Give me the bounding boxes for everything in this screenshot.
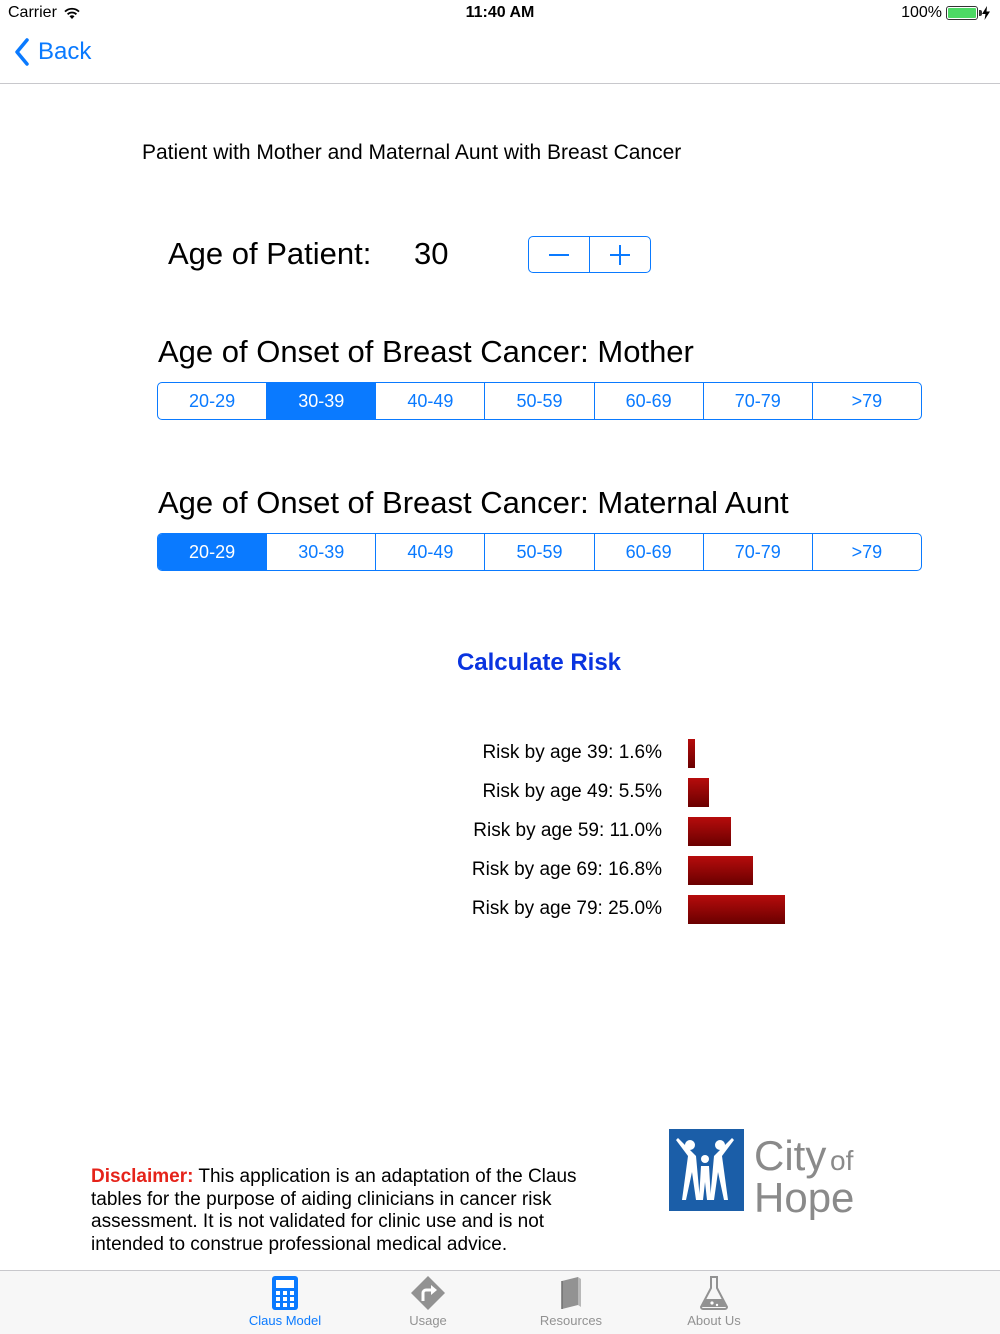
tab-label: Resources [539, 1313, 603, 1328]
risk-row [400, 776, 850, 815]
mother-onset-segment[interactable]: 50-59 [484, 383, 593, 419]
page-title: Patient with Mother and Maternal Aunt with Breast Cancer [142, 141, 682, 164]
battery-fill [948, 8, 976, 18]
mother-onset-segment[interactable]: 20-29 [189, 390, 236, 411]
risk-row [400, 893, 850, 932]
mother-onset-segment[interactable]: 40-49 [375, 383, 484, 419]
risk-row [400, 737, 850, 776]
aunt-onset-segment[interactable]: 40-49 [375, 534, 484, 570]
status-time: 11:40 AM [465, 4, 535, 21]
disclaimer-text: This application is an adaptation of the Claus tables for the purpose of aiding clinicians in cancer risk assessment. It is not validated for clinic use and is not intended to construe professional medical advice. [91, 1166, 577, 1255]
back-label: Back [38, 38, 92, 65]
risk-label: Risk by age 49: 5.5% [482, 781, 662, 802]
tab-resources[interactable] [516, 1275, 626, 1331]
battery-cap [979, 10, 982, 16]
aunt-onset-segmented-control [157, 533, 922, 571]
charging-bolt-icon [982, 6, 990, 20]
patient-age-label: Age of Patient: [168, 236, 372, 271]
minus-icon [548, 244, 570, 266]
mother-onset-segment[interactable]: >79 [812, 383, 921, 419]
chevron-left-icon [14, 38, 30, 66]
risk-bar [688, 817, 731, 846]
patient-age-value: 30 [414, 236, 449, 271]
patient-age-stepper [528, 236, 651, 273]
aunt-onset-heading: Age of Onset of Breast Cancer: Maternal Aunt [158, 485, 789, 520]
risk-bar [688, 739, 695, 768]
carrier-label: Carrier [8, 4, 57, 21]
aunt-onset-segment[interactable]: >79 [812, 534, 921, 570]
city-of-hope-logo [668, 1126, 864, 1220]
back-button[interactable] [14, 38, 91, 66]
tab-about-us[interactable] [659, 1275, 769, 1331]
mother-onset-heading: Age of Onset of Breast Cancer: Mother [158, 334, 694, 369]
directions-icon [411, 1275, 445, 1311]
flask-icon [697, 1275, 731, 1311]
plus-icon [609, 244, 631, 266]
mother-onset-segment[interactable]: 70-79 [703, 383, 812, 419]
book-icon [554, 1275, 588, 1311]
risk-row [400, 854, 850, 893]
tab-bar [0, 1270, 1000, 1334]
risk-bar [688, 856, 753, 885]
aunt-onset-segment[interactable]: 60-69 [594, 534, 703, 570]
risk-results [400, 737, 850, 932]
aunt-onset-segment[interactable]: 50-59 [484, 534, 593, 570]
tab-label: About Us [687, 1313, 741, 1328]
risk-row [400, 815, 850, 854]
logo-of-text: of [830, 1145, 854, 1176]
disclaimer [91, 1166, 611, 1256]
risk-label: Risk by age 79: 25.0% [471, 898, 662, 919]
calculator-icon [268, 1275, 302, 1311]
tab-label: Usage [409, 1313, 447, 1328]
battery-percent: 100% [901, 4, 942, 21]
calculate-risk-label: Calculate Risk [456, 649, 622, 676]
risk-label: Risk by age 59: 11.0% [473, 820, 662, 841]
risk-bar [688, 895, 785, 924]
risk-label: Risk by age 69: 16.8% [471, 859, 662, 880]
navigation-bar [0, 28, 1000, 84]
tab-label: Claus Model [248, 1313, 322, 1328]
disclaimer-label: Disclaimer: [91, 1166, 194, 1187]
tab-claus-model[interactable] [230, 1275, 340, 1331]
mother-onset-segment[interactable]: 60-69 [594, 383, 703, 419]
aunt-onset-segment[interactable]: 30-39 [266, 534, 375, 570]
increment-button[interactable] [589, 237, 650, 272]
mother-onset-segment[interactable]: 30-39 [266, 383, 375, 419]
mother-onset-segmented-control [157, 382, 922, 420]
status-bar [0, 0, 1000, 28]
logo-city-text: City [754, 1132, 827, 1179]
aunt-onset-segment[interactable]: 70-79 [703, 534, 812, 570]
tab-usage[interactable] [373, 1275, 483, 1331]
status-battery [901, 4, 990, 22]
decrement-button[interactable] [529, 237, 589, 272]
battery-icon [946, 6, 978, 20]
risk-label: Risk by age 39: 1.6% [482, 742, 662, 763]
calculate-risk-button[interactable] [0, 649, 1000, 677]
risk-bar [688, 778, 709, 807]
aunt-onset-segment[interactable]: 20-29 [158, 534, 266, 570]
logo-hope-text: Hope [754, 1174, 855, 1220]
